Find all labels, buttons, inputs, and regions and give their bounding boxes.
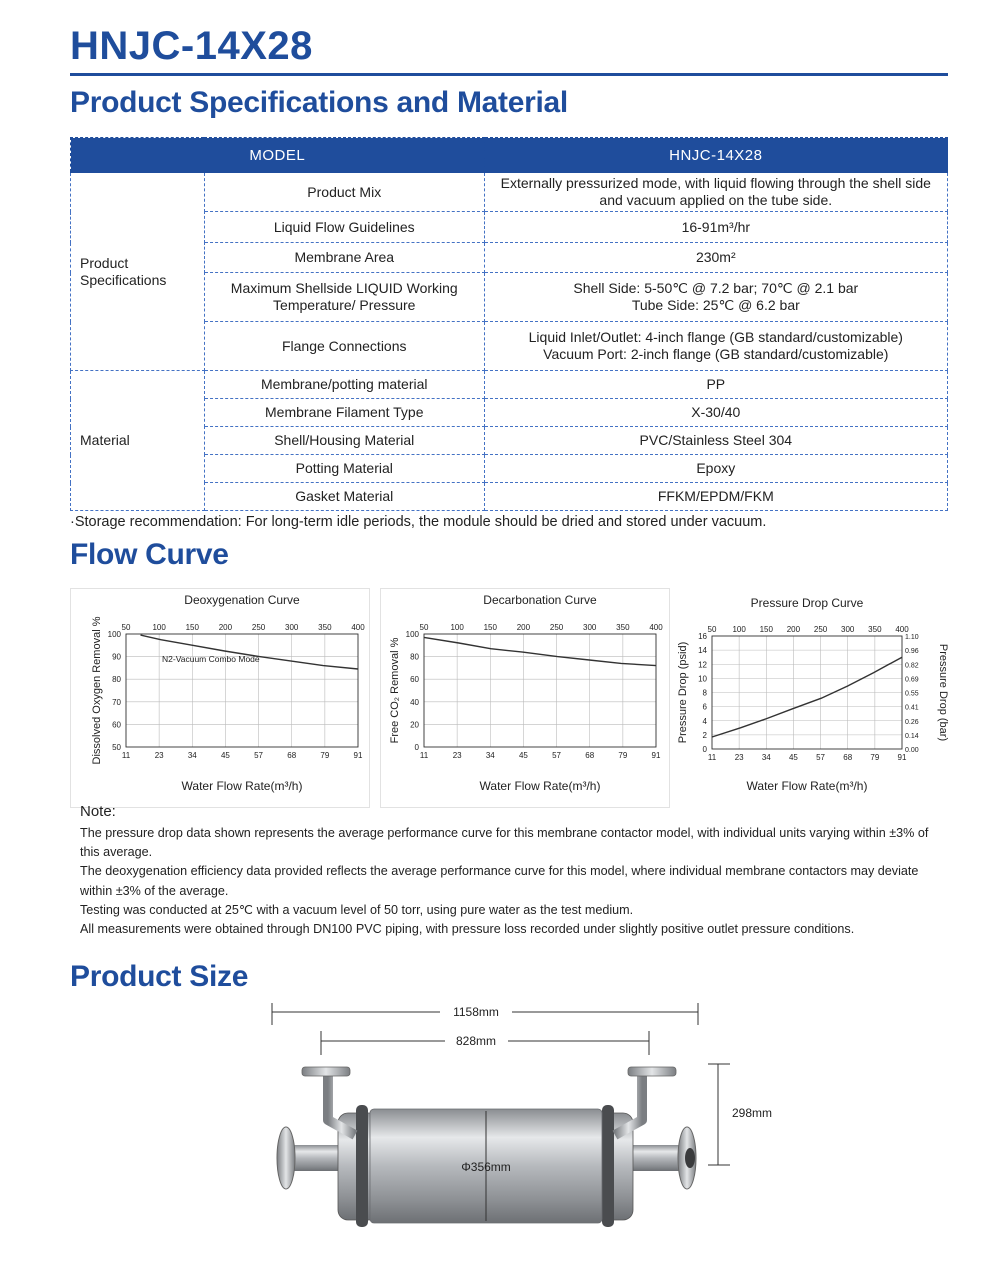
decarbonation-chart: [380, 588, 670, 808]
param-cell: Potting Material: [204, 455, 484, 483]
y2-tick-label: 0.82: [905, 662, 919, 670]
param-cell: Maximum Shellside LIQUID Working Temperature/ Pressure: [204, 273, 484, 322]
note-item: The pressure drop data shown represents the average performance curve for this membrane contactor model, with individual units varying within ±3% of this average.: [80, 826, 929, 860]
x-top-tick-label: 150: [483, 623, 497, 632]
param-cell: Membrane Filament Type: [204, 399, 484, 427]
value-cell: Shell Side: 5-50℃ @ 7.2 bar; 70℃ @ 2.1 bar Tube Side: 25℃ @ 6.2 bar: [484, 273, 947, 322]
series-line: [712, 657, 902, 737]
value-cell: Externally pressurized mode, with liquid flowing through the shell side and vacuum applied on the tube side.: [484, 173, 947, 212]
y-tick-label: 70: [112, 697, 121, 707]
y2-tick-label: 0.96: [905, 648, 919, 656]
product-size-drawing: [260, 995, 773, 1235]
x-tick-label: 57: [254, 751, 264, 760]
x-tick-label: 11: [707, 753, 717, 762]
value-cell: X-30/40: [484, 399, 947, 427]
y-tick-label: 8: [702, 688, 707, 698]
y-axis-label: Dissolved Oxygen Removal %: [91, 616, 103, 765]
y2-tick-label: 0.69: [905, 676, 919, 684]
chart-title: Decarbonation Curve: [483, 593, 597, 607]
x-top-tick-label: 50: [707, 625, 717, 634]
x-tick-label: 68: [585, 751, 595, 760]
x-tick-label: 45: [518, 751, 528, 760]
note-item: All measurements were obtained through DN100 PVC piping, with pressure loss recorded under slightly positive outlet pressure conditions.: [80, 922, 855, 937]
y-tick-label: 20: [410, 720, 419, 730]
x-tick-label: 34: [187, 751, 197, 760]
note-heading: Note:: [80, 803, 116, 820]
y-tick-label: 100: [405, 630, 419, 639]
value-cell: 230m²: [484, 243, 947, 273]
x-top-tick-label: 100: [450, 623, 464, 632]
param-cell: Membrane Area: [204, 243, 484, 273]
note-item: The deoxygenation efficiency data provided reflects the average performance curve for this model, where individual membrane contactors may deviate within ±3% of the average.: [80, 864, 919, 898]
x-top-tick-label: 50: [121, 623, 131, 632]
x-top-tick-label: 350: [318, 623, 332, 632]
y-axis-label: Free CO₂ Removal %: [389, 637, 401, 744]
model-title: HNJC-14X28: [70, 24, 313, 68]
x-tick-label: 11: [121, 751, 131, 760]
y2-tick-label: 1.10: [905, 634, 919, 641]
x-top-tick-label: 300: [285, 623, 299, 632]
x-top-tick-label: 200: [516, 623, 531, 632]
y2-tick-label: 0.55: [905, 690, 919, 698]
y2-tick-label: 0.41: [905, 704, 919, 712]
x-tick-label: 68: [287, 751, 297, 760]
deoxygenation-chart: [70, 588, 370, 808]
param-cell: Gasket Material: [204, 483, 484, 511]
y-tick-label: 40: [410, 697, 419, 707]
group-label-specifications: Product Specifications: [71, 173, 205, 371]
x-tick-label: 91: [897, 753, 907, 762]
value-cell: PVC/Stainless Steel 304: [484, 427, 947, 455]
pressure-drop-chart: [672, 588, 950, 808]
y-tick-label: 90: [112, 652, 121, 662]
y2-tick-label: 0.14: [905, 732, 919, 740]
x-top-tick-label: 200: [786, 625, 801, 634]
x-tick-label: 45: [788, 753, 798, 762]
value-cell: Liquid Inlet/Outlet: 4-inch flange (GB standard/customizable) Vacuum Port: 2-inch flange (GB standard/customizable): [484, 322, 947, 371]
x-tick-label: 91: [651, 751, 661, 760]
y-tick-label: 60: [410, 675, 419, 685]
group-label-material: Material: [71, 371, 205, 511]
membrane-module-illustration: [277, 1067, 696, 1227]
x-top-tick-label: 350: [868, 625, 882, 634]
x-top-tick-label: 350: [616, 623, 630, 632]
y-tick-label: 2: [702, 730, 707, 740]
x-top-tick-label: 200: [218, 623, 233, 632]
y-tick-label: 12: [698, 660, 707, 670]
x-top-tick-label: 400: [649, 623, 663, 632]
spec-table: [70, 137, 948, 511]
x-top-tick-label: 250: [549, 623, 564, 632]
x-tick-label: 79: [320, 751, 330, 760]
value-cell: 16-91m³/hr: [484, 212, 947, 243]
param-cell: Flange Connections: [204, 322, 484, 371]
x-top-tick-label: 300: [583, 623, 597, 632]
x-top-tick-label: 150: [759, 625, 773, 634]
x-top-tick-label: 50: [419, 623, 429, 632]
y-tick-label: 0: [702, 745, 707, 754]
y-tick-label: 80: [410, 652, 419, 662]
y-tick-label: 6: [702, 702, 707, 712]
x-tick-label: 45: [220, 751, 230, 760]
note-item: Testing was conducted at 25℃ with a vacuum level of 50 torr, using pure water as the test medium.: [80, 902, 634, 917]
value-cell: PP: [484, 371, 947, 399]
y-tick-label: 4: [702, 716, 707, 726]
chart-title: Deoxygenation Curve: [184, 593, 300, 607]
x-tick-label: 11: [419, 751, 429, 760]
storage-note: ·Storage recommendation: For long-term idle periods, the module should be dried and stored under vacuum.: [70, 514, 767, 530]
port-height-dimension: [708, 1064, 730, 1165]
x-tick-label: 57: [816, 753, 826, 762]
table-header-model-value: HNJC-14X28: [484, 138, 947, 173]
specs-section-title: Product Specifications and Material: [70, 86, 568, 119]
y-tick-label: 80: [112, 675, 121, 685]
y-tick-label: 50: [112, 743, 121, 752]
y-tick-label: 10: [698, 674, 707, 684]
x-tick-label: 23: [452, 751, 462, 760]
y2-tick-label: 0.00: [905, 747, 919, 754]
y-tick-label: 0: [414, 743, 419, 752]
x-tick-label: 79: [618, 751, 628, 760]
notes-list: [80, 824, 950, 939]
x-tick-label: 23: [154, 751, 164, 760]
param-cell: Product Mix: [204, 173, 484, 212]
x-top-tick-label: 250: [813, 625, 828, 634]
flow-section-title: Flow Curve: [70, 538, 229, 571]
port-spacing-label: 828mm: [455, 1034, 497, 1048]
x-axis-label: Water Flow Rate(m³/h): [181, 779, 303, 793]
param-cell: Membrane/potting material: [204, 371, 484, 399]
x-top-tick-label: 100: [732, 625, 746, 634]
y-tick-label: 14: [698, 646, 707, 656]
x-axis-label: Water Flow Rate(m³/h): [746, 779, 868, 793]
table-header-model-label: MODEL: [71, 138, 485, 173]
x-tick-label: 91: [353, 751, 363, 760]
x-top-tick-label: 150: [185, 623, 199, 632]
diameter-label: Φ356mm: [461, 1160, 511, 1174]
value-cell: Epoxy: [484, 455, 947, 483]
x-top-tick-label: 100: [152, 623, 166, 632]
x-top-tick-label: 400: [351, 623, 365, 632]
y-tick-label: 16: [698, 632, 707, 641]
y-tick-label: 60: [112, 720, 121, 730]
y2-tick-label: 0.26: [905, 718, 919, 726]
chart-title: Pressure Drop Curve: [750, 596, 864, 610]
x-tick-label: 23: [734, 753, 744, 762]
x-tick-label: 34: [761, 753, 771, 762]
title-divider: [70, 73, 948, 76]
param-cell: Shell/Housing Material: [204, 427, 484, 455]
x-top-tick-label: 300: [841, 625, 855, 634]
chart-annotation: N2-Vacuum Combo Mode: [162, 653, 260, 664]
x-tick-label: 68: [843, 753, 853, 762]
x-top-tick-label: 400: [895, 625, 909, 634]
value-cell: FFKM/EPDM/FKM: [484, 483, 947, 511]
x-top-tick-label: 250: [251, 623, 266, 632]
overall-length-label: 1158mm: [453, 1005, 499, 1019]
x-tick-label: 57: [552, 751, 562, 760]
y-axis-label: Pressure Drop (psid): [677, 641, 689, 744]
param-cell: Liquid Flow Guidelines: [204, 212, 484, 243]
size-section-title: Product Size: [70, 960, 249, 993]
x-tick-label: 79: [870, 753, 880, 762]
y2-axis-label: Pressure Drop (bar): [937, 643, 949, 742]
x-axis-label: Water Flow Rate(m³/h): [479, 779, 601, 793]
x-tick-label: 34: [485, 751, 495, 760]
port-height-label: 298mm: [732, 1106, 773, 1120]
y-tick-label: 100: [107, 630, 121, 639]
